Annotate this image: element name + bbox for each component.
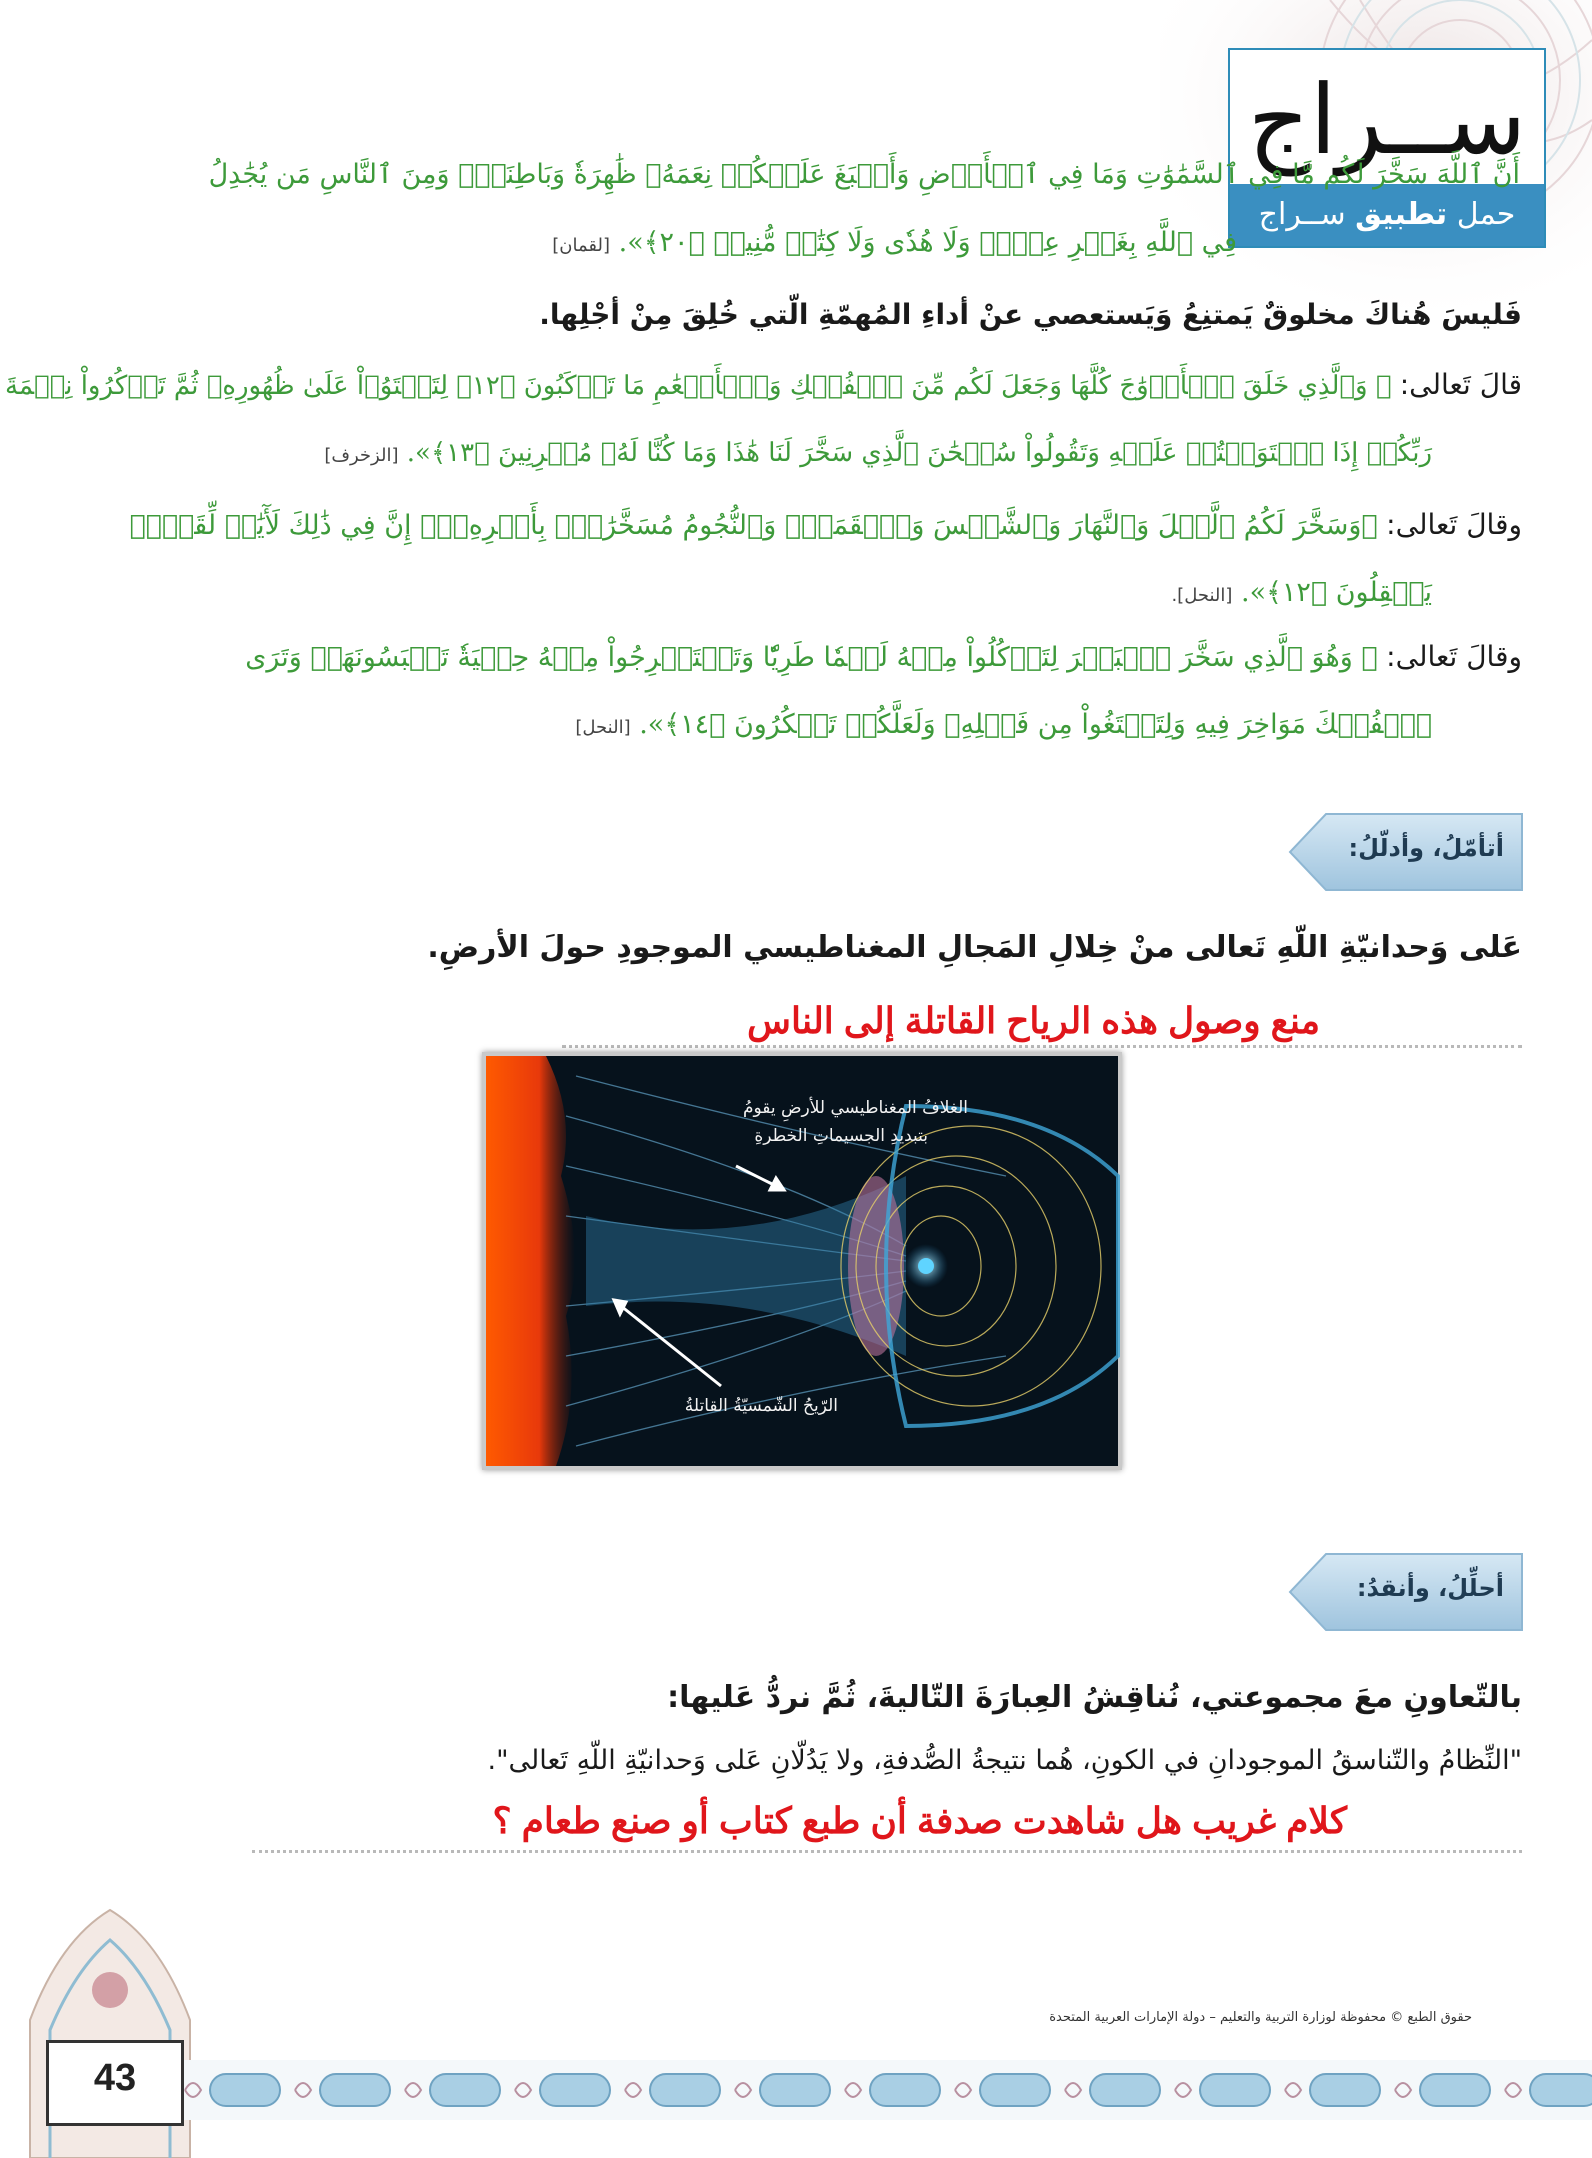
footer-band-cell	[210, 2074, 280, 2106]
verse-line-1: أَنَّ ٱللَّهَ سَخَّرَ لَكُم مَّا فِي ٱلسَّمَٰوَٰتِ وَمَا فِي ٱلۡأَرۡضِ وَأَسۡبَغَ عَلَيۡكُمۡ نِعَمَهُۥ ظَٰهِرَةٗ وَبَاطِنَةٗۗ وَمِنَ ٱلنَّاسِ مَن يُجَٰدِلُ	[208, 159, 1520, 190]
footer-band-cell	[540, 2074, 610, 2106]
footer-decorative-band	[180, 2060, 1592, 2120]
verse-line-5-ref: [الزخرف]	[324, 445, 399, 466]
verse-line-9-text: ٱلۡفُلۡكَ مَوَاخِرَ فِيهِ وَلِتَبۡتَغُواْ مِن فَضۡلِهِۦ وَلَعَلَّكُمۡ تَشۡكُرُونَ ﴿١٤﴾».	[639, 709, 1432, 740]
verse-line-9	[575, 700, 1432, 753]
verse-line-8	[70, 632, 1522, 683]
section-tab-reflect-label: أتأمّلُ، وأدلّلُ:	[1348, 834, 1504, 862]
answer-line-2	[252, 1850, 1522, 1853]
verse-line-7-text: يَعۡقِلُونَ ﴿١٢﴾».	[1240, 577, 1432, 608]
verse-line-7	[1171, 568, 1432, 621]
logo-tagline-bold: تطبيق	[1355, 197, 1448, 232]
section1-question: عَلى وَحدانيّةِ اللّهِ تَعالى منْ خِلالِ المَجالِ المغناطيسي الموجودِ حولَ الأرضِ.	[427, 930, 1522, 965]
verse-line-2	[552, 218, 1237, 271]
footer-band-cell	[1090, 2074, 1160, 2106]
footer-band-cell	[650, 2074, 720, 2106]
logo-tagline-prefix: حمل	[1456, 197, 1516, 232]
section2-instruction: بالتّعاونِ معَ مجموعتي، نُناقِشُ العِبارَةَ التّاليةَ، ثُمَّ نردُّ عَليها:	[667, 1680, 1522, 1715]
section-tab-analyze	[1286, 1550, 1522, 1634]
answer-line-1	[562, 1045, 1522, 1048]
verse-line-6	[70, 500, 1522, 551]
verse-line-2-ref: [لقمان]	[552, 235, 611, 256]
logo-wordmark: ســراج	[1247, 64, 1527, 176]
page-number: 43	[93, 2057, 137, 2099]
magnetosphere-figure	[482, 1052, 1122, 1470]
footer-band-cell	[1310, 2074, 1380, 2106]
verse-line-2-text: فِي ٱللَّهِ بِغَيۡرِ عِلۡمٖ وَلَا هُدٗى وَلَا كِتَٰبٖ مُّنِيرٖ ﴿٢٠﴾».	[618, 227, 1237, 258]
footer-band-cell	[1420, 2074, 1490, 2106]
verse-line-9-ref: [النحل]	[575, 717, 631, 738]
logo-tagline-suffix: ســراج	[1258, 197, 1346, 232]
verse-label-waqal-2: وقالَ تَعالى:	[1386, 640, 1522, 673]
verse-line-4-text: ﴿ وَٱلَّذِي خَلَقَ ٱلۡأَزۡوَٰجَ كُلَّهَا وَجَعَلَ لَكُم مِّنَ ٱلۡفُلۡكِ وَٱلۡأَنۡعَٰمِ مَا تَرۡكَبُونَ ﴿١٢﴾ لِتَسۡتَوُۥاْ عَلَىٰ ظُهُورِهِۦ ثُمَّ تَذۡكُرُواْ نِعۡمَةَ	[5, 371, 1392, 401]
verse-line-7-ref: [النحل].	[1171, 585, 1233, 606]
footer-band-cell	[760, 2074, 830, 2106]
figure-label-magnetosphere-2: بتبديدِ الجسيماتِ الخطرةِ	[754, 1126, 928, 1146]
footer-band-cell	[320, 2074, 390, 2106]
footer-band-cell	[870, 2074, 940, 2106]
verse-line-5-text: رَبِّكُمۡ إِذَا ٱسۡتَوَيۡتُمۡ عَلَيۡهِ وَتَقُولُواْ سُبۡحَٰنَ ٱلَّذِي سَخَّرَ لَنَا هَٰذَا وَمَا كُنَّا لَهُۥ مُقۡرِنِينَ ﴿١٣﴾».	[406, 438, 1432, 468]
section-tab-analyze-label: أحلِّلُ، وأنقدُ:	[1356, 1574, 1504, 1602]
copyright-notice: حقوق الطبع © محفوظة لوزارة التربية والتعليم – دولة الإمارات العربية المتحدة	[1049, 2010, 1472, 2025]
section2-answer: كلام غريب هل شاهدت صدفة أن طبع كتاب أو صنع طعام ؟	[492, 1800, 1347, 1841]
section1-answer: منع وصول هذه الرياح القاتلة إلى الناس	[747, 1000, 1320, 1041]
verse-line-6-text: ﴿وَسَخَّرَ لَكُمُ ٱلَّيۡلَ وَٱلنَّهَارَ وَٱلشَّمۡسَ وَٱلۡقَمَرَۖ وَٱلنُّجُومُ مُسَخَّرَٰتُۢ بِأَمۡرِهِۦٓۚ إِنَّ فِي ذَٰلِكَ لَأٓيَٰتٖ لِّقَوۡمٖ	[129, 510, 1378, 541]
figure-label-magnetosphere-1: الغلافُ المغناطيسي للأرضِ يقومُ	[742, 1098, 968, 1118]
section-tab-reflect	[1286, 810, 1522, 894]
siraj-app-logo[interactable]	[1228, 48, 1546, 248]
figure-label-solar-wind: الرّيحُ الشّمسيّةُ القاتلةُ	[684, 1396, 838, 1416]
footer-band-cell	[980, 2074, 1050, 2106]
footer-band-cell	[1200, 2074, 1270, 2106]
verse-line-5	[324, 428, 1432, 481]
section2-quote: "النِّظامُ والتّناسقُ الموجودانِ في الكونِ، هُما نتيجةُ الصُّدفةِ، ولا يَدُلّانِ عَلى وَحدانيّةِ اللّهِ تَعالى".	[487, 1745, 1522, 1776]
verse-label-qal: قالَ تَعالى:	[1399, 368, 1522, 401]
footer-band-cell	[430, 2074, 500, 2106]
verse-line-8-text: ﴿ وَهُوَ ٱلَّذِي سَخَّرَ ٱلۡبَحۡرَ لِتَأۡكُلُواْ مِنۡهُ لَحۡمٗا طَرِيّٗا وَتَسۡتَخۡرِجُواْ مِنۡهُ حِلۡيَةٗ تَلۡبَسُونَهَاۖ وَتَرَى	[245, 642, 1378, 673]
verse-line-4	[5, 360, 1522, 411]
statement-text: فَليسَ هُناكَ مخلوقٌ يَمتنِعُ وَيَستعصي عنْ أداءِ المُهمّةِ الّتي خُلِقَ مِنْ أجْلِها.	[539, 298, 1522, 331]
verse-label-waqal-1: وقالَ تَعالى:	[1386, 508, 1522, 541]
page-number-box	[46, 2040, 184, 2126]
footer-band-cell	[1530, 2074, 1592, 2106]
